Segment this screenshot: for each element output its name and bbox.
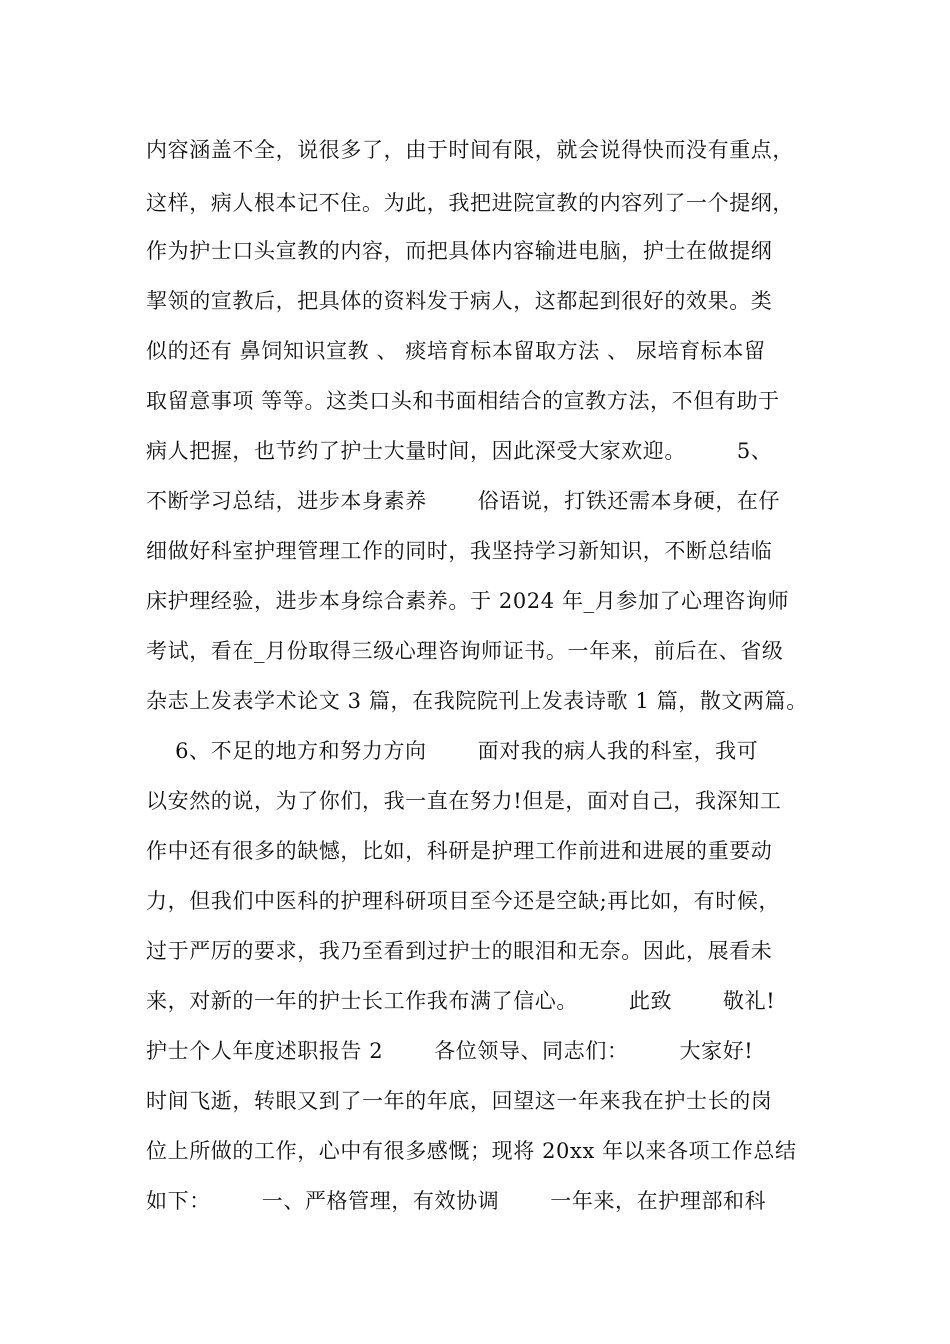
text-line: 似的还有 鼻饲知识宣教 、 痰培育标本留取方法 、 尿培育标本留 [146, 339, 766, 363]
text-line: 不断学习总结，进步本身素养 俗语说，打铁还需本身硬，在仔 [146, 489, 781, 513]
text-line: 这样，病人根本记不住。为此，我把进院宣教的内容列了一个提纲， [146, 191, 794, 215]
text-line: 细做好科室护理管理工作的同时，我坚持学习新知识，不断总结临 [146, 539, 773, 563]
text-line: 6、不足的地方和努力方向 面对我的病人我的科室，我可 [146, 739, 759, 763]
text-line: 如下： 一、严格管理，有效协调 一年来，在护理部和科 [146, 1189, 767, 1213]
text-line: 时间飞逝，转眼又到了一年的年底，回望这一年来我在护士长的岗 [146, 1089, 773, 1113]
text-line: 床护理经验，进步本身综合素养。于 2024 年_月参加了心理咨询师 [146, 589, 790, 613]
text-line: 作中还有很多的缺憾，比如，科研是护理工作前进和进展的重要动 [146, 839, 773, 863]
text-line: 过于严厉的要求，我乃至看到过护士的眼泪和无奈。因此，展看未 [146, 939, 773, 963]
text-line: 取留意事项 等等。这类口头和书面相结合的宣教方法，不但有助于 [146, 389, 780, 413]
text-line: 杂志上发表学术论文 3 篇，在我院院刊上发表诗歌 1 篇，散文两篇。 [146, 689, 808, 713]
text-line: 病人把握，也节约了护士大量时间，因此深受大家欢迎。 5、 [146, 439, 773, 463]
text-line: 作为护士口头宣教的内容，而把具体内容输进电脑，护士在做提纲 [146, 239, 773, 263]
text-line: 来，对新的一年的护士长工作我布满了信心。 此致 敬礼! [146, 989, 776, 1013]
text-line: 挈领的宣教后，把具体的资料发于病人，这都起到很好的效果。类 [146, 289, 773, 313]
text-line: 护士个人年度述职报告 2 各位领导、同志们： 大家好! [146, 1039, 754, 1063]
text-line: 位上所做的工作，心中有很多感慨；现将 20xx 年以来各项工作总结 [146, 1139, 797, 1163]
text-line: 内容涵盖不全，说很多了，由于时间有限，就会说得快而没有重点， [146, 138, 794, 162]
text-line: 考试，看在_月份取得三级心理咨询师证书。一年来，前后在、省级 [146, 639, 784, 663]
text-line: 以安然的说，为了你们，我一直在努力!但是，面对自己，我深知工 [146, 789, 782, 813]
text-line: 力，但我们中医科的护理科研项目至今还是空缺;再比如，有时候， [146, 889, 781, 913]
